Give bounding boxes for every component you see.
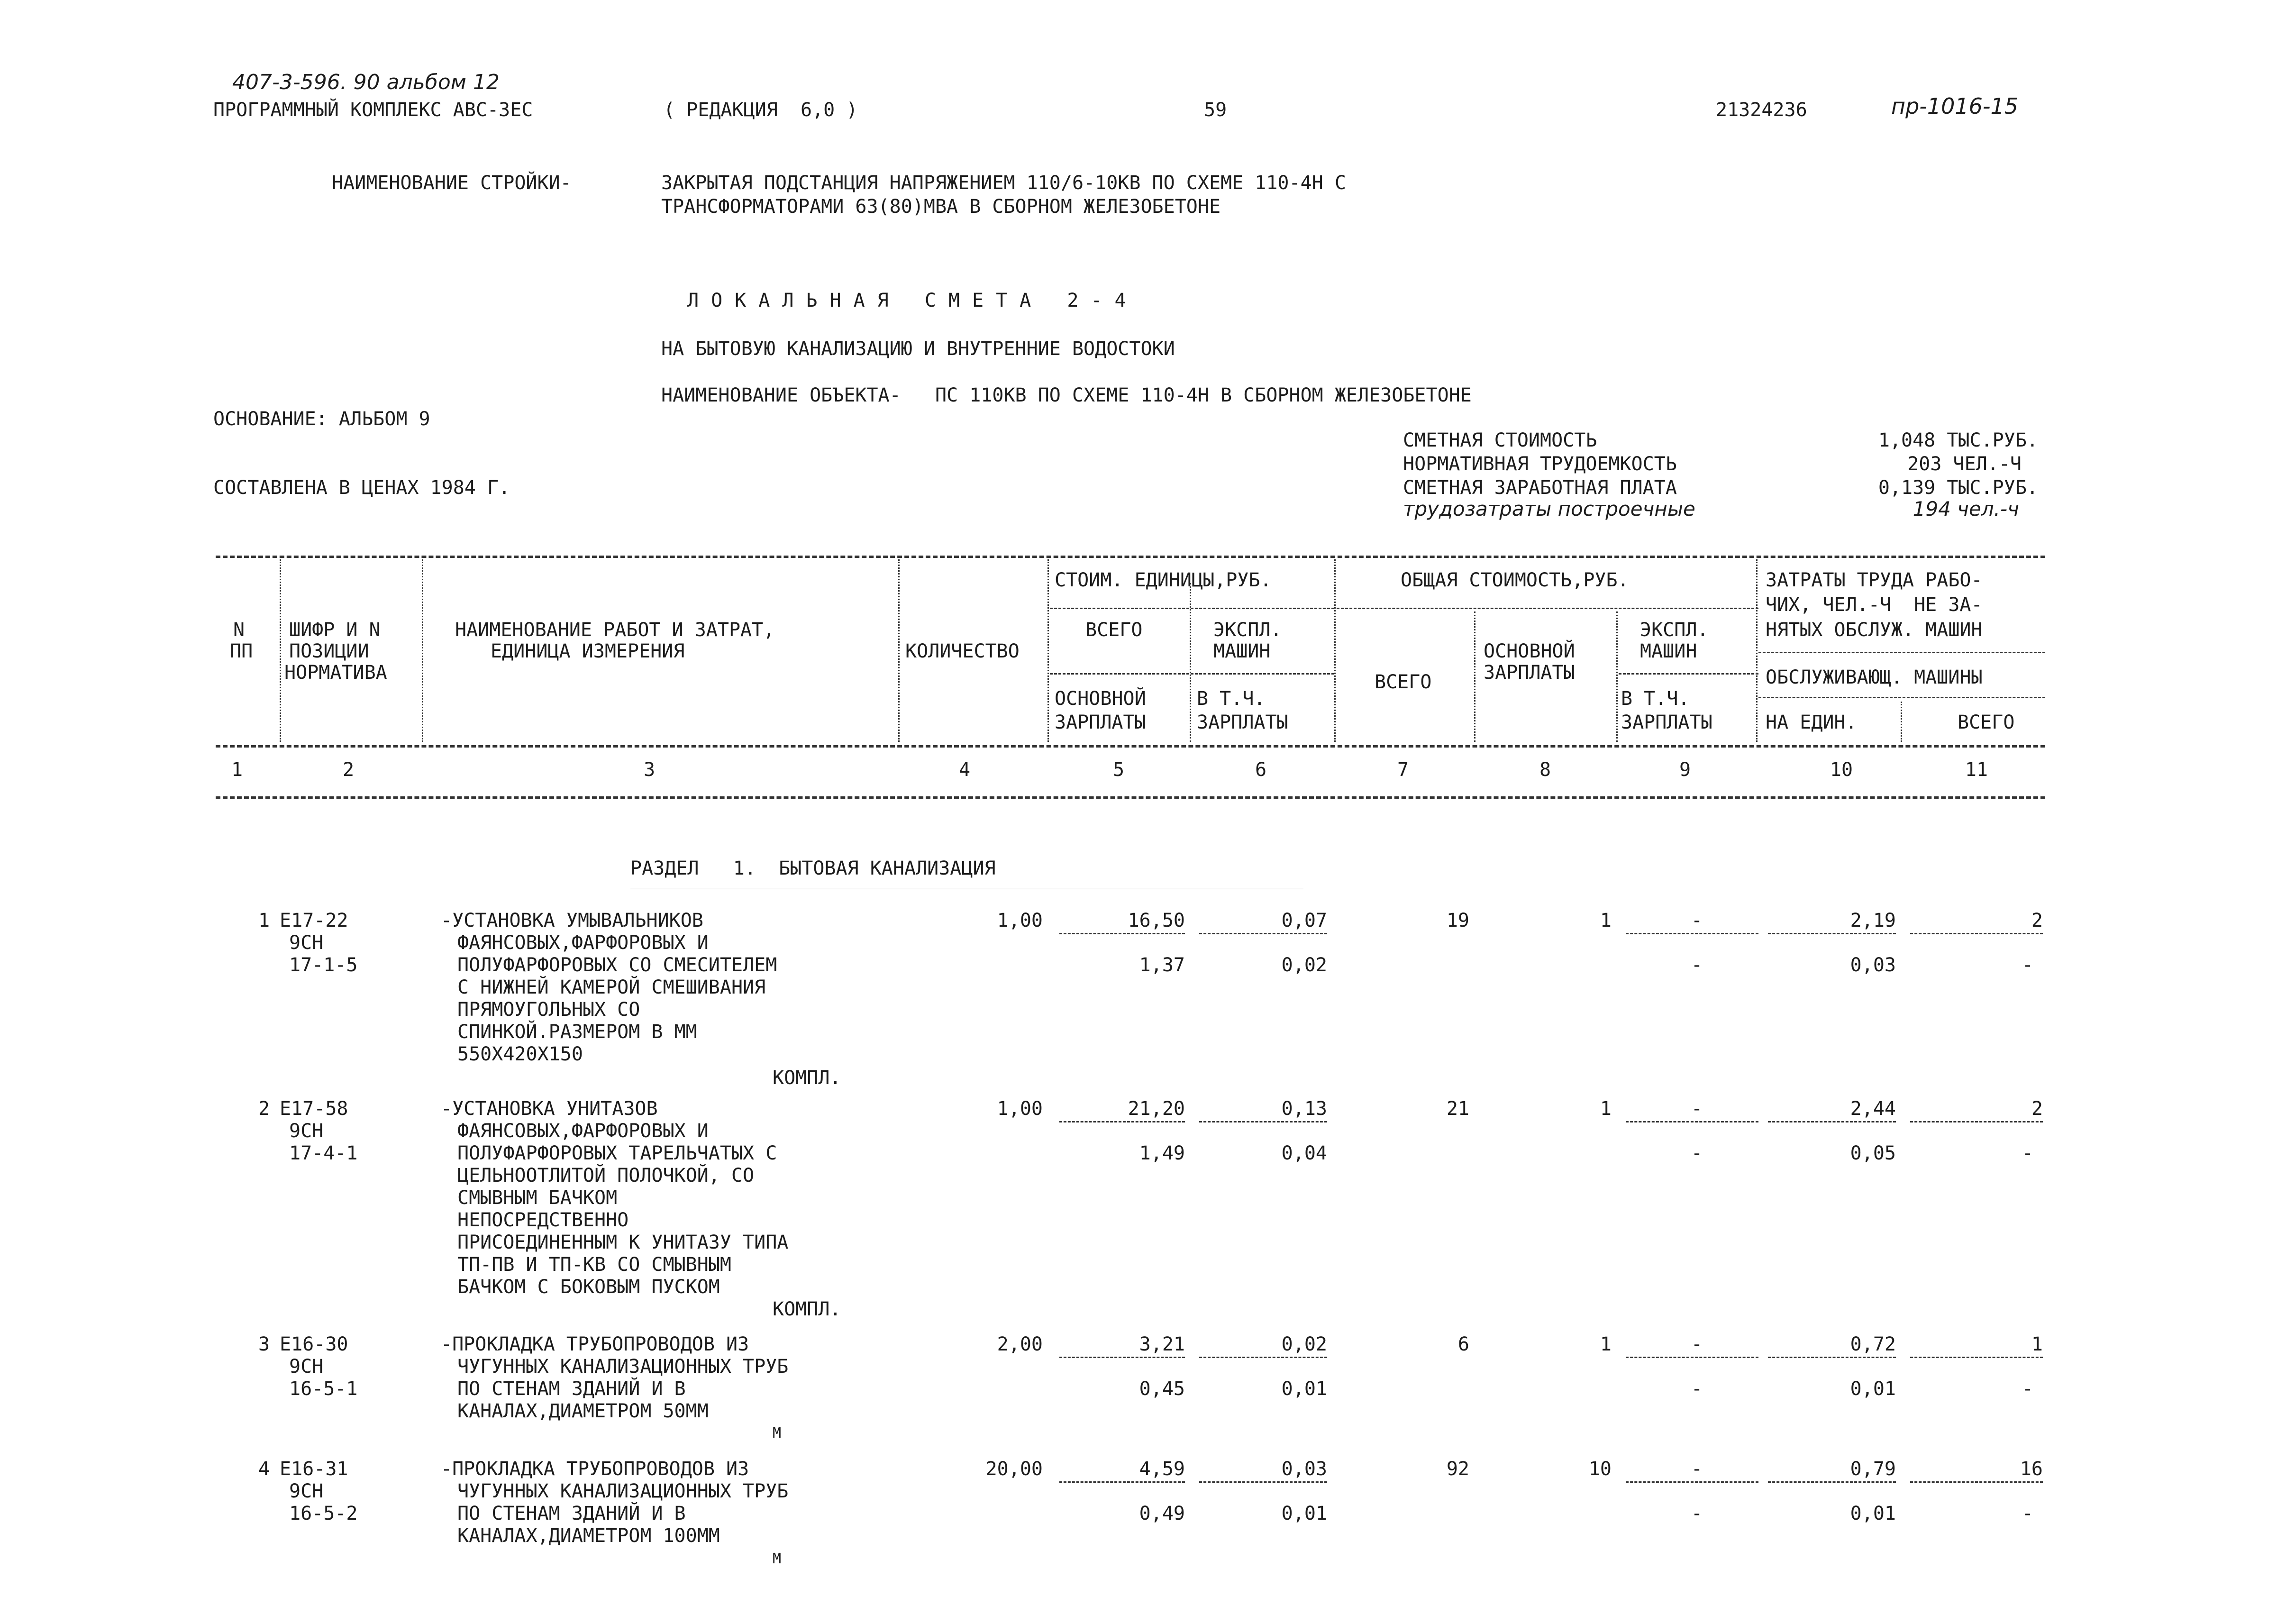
cell-rule [1059,1357,1185,1358]
col-labor-serv-header: ОБСЛУЖИВАЮЩ. МАШИНЫ [1766,666,1983,688]
header-bottom-rule [216,745,2045,748]
row-unit-wages: 0,49 [1139,1503,1185,1524]
cell-rule [1199,1121,1327,1122]
column-number: 5 [1112,759,1125,781]
cell-rule [1768,1481,1896,1483]
row-total-incl: - [1691,1378,1703,1400]
row-labor-total: 2 [2031,1098,2043,1120]
cell-rule [1626,933,1758,934]
column-number: 11 [1965,759,1988,781]
column-separator [1190,583,1191,742]
row-code: 16-5-1 [289,1378,358,1400]
cell-rule [1626,1121,1758,1122]
col-name-header: ЕДИНИЦА ИЗМЕРЕНИЯ [491,640,685,662]
column-separator [1334,559,1336,742]
col-total-wages-header: ОСНОВНОЙ [1484,640,1575,662]
row-total-wages: 10 [1588,1458,1612,1480]
cell-rule [1199,1481,1327,1483]
row-serv-unit: 0,03 [1850,954,1896,976]
cell-rule [1910,1357,2043,1358]
summary-label: трудозатраты построечные [1403,497,1695,520]
col-code-header: НОРМАТИВА [284,662,387,684]
col-total-machines-header: ЭКСПЛ. [1640,619,1709,641]
cell-rule [1768,933,1896,934]
row-description: ФАЯНСОВЫХ,ФАРФОРОВЫХ И [457,932,709,954]
header-sub-rule [1758,652,2045,653]
row-unit-incl: 0,01 [1281,1503,1327,1524]
column-number: 2 [342,759,355,781]
row-total-machines: - [1691,1333,1703,1355]
construction-label: НАИМЕНОВАНИЕ СТРОЙКИ- [332,172,572,194]
handwritten-mark: пр-1016-15 [1891,93,2019,119]
col-qty-header: КОЛИЧЕСТВО [905,640,1020,662]
col-total-machines-header: МАШИН [1640,640,1697,662]
row-description: ПОЛУФАРФОРОВЫХ ТАРЕЛЬЧАТЫХ С [457,1142,777,1164]
row-description: ТП-ПВ И ТП-КВ СО СМЫВНЫМ [457,1254,731,1276]
cell-rule [1199,1357,1327,1358]
header-sub-rule [1050,608,1334,609]
page-number: 59 [1204,99,1227,121]
cell-rule [1199,933,1327,934]
section-underline [630,888,1303,889]
row-total-incl: - [1691,954,1703,976]
row-serv-unit: 0,01 [1850,1378,1896,1400]
row-number: 1 [258,910,270,931]
construction-line-1: ЗАКРЫТАЯ ПОДСТАНЦИЯ НАПРЯЖЕНИЕМ 110/6-10КВ ПО СХЕМЕ 110-4Н С [661,172,1346,194]
col-unit-incl-header: В Т.Ч. [1197,688,1266,710]
row-code: 9СН [289,932,324,954]
basis: ОСНОВАНИЕ: АЛЬБОМ 9 [213,408,430,430]
column-separator [1474,611,1475,742]
col-unit-incl-header: ЗАРПЛАТЫ [1197,712,1288,733]
cell-rule [1626,1357,1758,1358]
column-separator [422,559,423,742]
col-total-all-header: ВСЕГО [1375,671,1432,693]
row-unit: КОМПЛ. [773,1067,841,1089]
row-unit-total: 21,20 [1128,1098,1185,1120]
col-code-header: ПОЗИЦИИ [289,640,369,662]
row-description: -УСТАНОВКА УНИТАЗОВ [441,1098,658,1120]
col-labor-unit-header: НА ЕДИН. [1766,712,1857,733]
header-sub-rule [1619,673,1758,675]
col-labor-header: ЧИХ, ЧЕЛ.-Ч НЕ ЗА- [1766,594,1983,616]
cell-rule [1059,1481,1185,1483]
row-labor-total: 16 [2020,1458,2043,1480]
row-total: 92 [1446,1458,1469,1480]
row-description: ПРИСОЕДИНЕННЫМ К УНИТАЗУ ТИПА [457,1232,789,1253]
col-name-header: НАИМЕНОВАНИЕ РАБОТ И ЗАТРАТ, [455,619,775,641]
col-total-wages-header: ЗАРПЛАТЫ [1484,662,1575,684]
cell-rule [1910,933,2043,934]
row-unit-total: 3,21 [1139,1333,1185,1355]
col-code-header: ШИФР И N [289,619,381,641]
row-number: 3 [258,1333,270,1355]
column-separator [1756,559,1758,742]
col-labor-header: НЯТЫХ ОБСЛУЖ. МАШИН [1766,619,1983,641]
row-description: ЧУГУННЫХ КАНАЛИЗАЦИОННЫХ ТРУБ [457,1480,789,1502]
row-total: 19 [1446,910,1469,931]
summary-label: СМЕТНАЯ ЗАРАБОТНАЯ ПЛАТА [1403,477,1677,499]
row-description: ФАЯНСОВЫХ,ФАРФОРОВЫХ И [457,1120,709,1142]
construction-line-2: ТРАНСФОРМАТОРАМИ 63(80)МВА В СБОРНОМ ЖЕЛЕЗОБЕТОНЕ [661,196,1221,218]
row-labor-unit: 0,79 [1850,1458,1896,1480]
col-total-incl-header: В Т.Ч. [1621,688,1690,710]
program-name: ПРОГРАММНЫЙ КОМПЛЕКС АВС-3ЕС [213,99,533,121]
row-serv-total: - [2022,1378,2033,1400]
row-labor-unit: 2,19 [1850,910,1896,931]
column-separator [1616,611,1618,742]
row-description: -ПРОКЛАДКА ТРУБОПРОВОДОВ ИЗ [441,1333,749,1355]
row-unit: М [773,1425,782,1442]
cell-rule [1059,933,1185,934]
row-total-machines: - [1691,910,1703,931]
row-code: Е17-58 [280,1098,348,1120]
header-sub-rule [1337,608,1758,609]
row-labor-unit: 2,44 [1850,1098,1896,1120]
row-description: 550Х420Х150 [457,1043,583,1065]
column-number: 7 [1397,759,1409,781]
column-number: 9 [1679,759,1691,781]
row-code: 17-4-1 [289,1142,358,1164]
row-unit-machines: 0,13 [1281,1098,1327,1120]
column-number: 3 [643,759,656,781]
row-qty: 2,00 [997,1333,1043,1355]
col-unit-machines-header: МАШИН [1213,640,1271,662]
col-n-header: ПП [230,640,253,662]
row-labor-total: 2 [2031,910,2043,931]
document-code: 21324236 [1716,99,1807,121]
edition: ( РЕДАКЦИЯ 6,0 ) [664,99,858,121]
col-labor-header: ЗАТРАТЫ ТРУДА РАБО- [1766,569,1983,591]
col-unit-machines-header: ЭКСПЛ. [1213,619,1282,641]
row-description: ПОЛУФАРФОРОВЫХ СО СМЕСИТЕЛЕМ [457,954,777,976]
row-number: 4 [258,1458,270,1480]
row-total-wages: 1 [1600,910,1612,931]
column-number: 10 [1830,759,1853,781]
row-unit-total: 4,59 [1139,1458,1185,1480]
summary-label: НОРМАТИВНАЯ ТРУДОЕМКОСТЬ [1403,453,1677,475]
column-separator [898,559,900,742]
col-unit-cost-header: СТОИМ. ЕДИНИЦЫ,РУБ. [1055,569,1272,591]
row-description: С НИЖНЕЙ КАМЕРОЙ СМЕШИВАНИЯ [457,976,766,998]
col-labor-total-header: ВСЕГО [1958,712,2015,733]
row-unit: М [773,1551,782,1567]
summary-value: 1,048 ТЫС.РУБ. [1878,429,2038,451]
cell-rule [1910,1481,2043,1483]
row-unit-incl: 0,01 [1281,1378,1327,1400]
header-sub-rule [1050,673,1334,675]
row-unit-total: 16,50 [1128,910,1185,931]
section-title: РАЗДЕЛ 1. БЫТОВАЯ КАНАЛИЗАЦИЯ [630,858,996,879]
column-number: 4 [958,759,971,781]
row-total-machines: - [1691,1458,1703,1480]
row-description: ЧУГУННЫХ КАНАЛИЗАЦИОННЫХ ТРУБ [457,1356,789,1378]
summary-value: 194 чел.-ч [1912,497,2019,520]
row-unit-wages: 1,37 [1139,954,1185,976]
row-serv-unit: 0,01 [1850,1503,1896,1524]
row-qty: 20,00 [985,1458,1043,1480]
compiled-prices: СОСТАВЛЕНА В ЦЕНАХ 1984 Г. [213,477,510,499]
row-unit-wages: 0,45 [1139,1378,1185,1400]
row-description: -УСТАНОВКА УМЫВАЛЬНИКОВ [441,910,703,931]
row-code: 9СН [289,1480,324,1502]
row-description: -ПРОКЛАДКА ТРУБОПРОВОДОВ ИЗ [441,1458,749,1480]
header-top-rule [216,556,2045,558]
album-handwritten: 407-3-596. 90 альбом 12 [232,70,500,94]
cell-rule [1768,1121,1896,1122]
summary-label: СМЕТНАЯ СТОИМОСТЬ [1403,429,1597,451]
row-description: ЦЕЛЬНООТЛИТОЙ ПОЛОЧКОЙ, СО [457,1165,755,1186]
row-total: 6 [1457,1333,1469,1355]
column-separator [1901,702,1902,742]
row-description: КАНАЛАХ,ДИАМЕТРОМ 100ММ [457,1525,720,1547]
row-qty: 1,00 [997,1098,1043,1120]
row-code: 16-5-2 [289,1503,358,1524]
summary-value: 0,139 ТЫС.РУБ. [1878,477,2038,499]
row-total-machines: - [1691,1098,1703,1120]
row-description: ПО СТЕНАМ ЗДАНИЙ И В [457,1503,686,1524]
row-unit-machines: 0,02 [1281,1333,1327,1355]
row-code: Е16-31 [280,1458,348,1480]
row-code: 9СН [289,1356,324,1378]
row-unit-machines: 0,03 [1281,1458,1327,1480]
row-serv-total: - [2022,1142,2033,1164]
object-name: НАИМЕНОВАНИЕ ОБЪЕКТА- ПС 110КВ ПО СХЕМЕ 110-4Н В СБОРНОМ ЖЕЛЕЗОБЕТОНЕ [661,384,1472,406]
row-description: СМЫВНЫМ БАЧКОМ [457,1187,618,1209]
row-unit-machines: 0,07 [1281,910,1327,931]
row-total-wages: 1 [1600,1333,1612,1355]
row-total: 21 [1446,1098,1469,1120]
column-number: 1 [231,759,243,781]
row-description: ПРЯМОУГОЛЬНЫХ СО [457,999,640,1021]
numbers-bottom-rule [216,796,2045,799]
row-unit-incl: 0,04 [1281,1142,1327,1164]
row-unit: КОМПЛ. [773,1298,841,1320]
row-serv-total: - [2022,954,2033,976]
column-separator [280,559,281,742]
row-qty: 1,00 [997,910,1043,931]
row-description: НЕПОСРЕДСТВЕННО [457,1209,629,1231]
col-unit-wages-header: ЗАРПЛАТЫ [1055,712,1146,733]
row-code: Е16-30 [280,1333,348,1355]
col-n-header: N [233,619,245,641]
header-sub-rule [1758,697,2045,698]
col-total-incl-header: ЗАРПЛАТЫ [1621,712,1712,733]
row-code: 9СН [289,1120,324,1142]
row-serv-unit: 0,05 [1850,1142,1896,1164]
row-serv-total: - [2022,1503,2033,1524]
col-unit-wages-header: ОСНОВНОЙ [1055,688,1146,710]
column-separator [1047,559,1049,742]
estimate-subject: НА БЫТОВУЮ КАНАЛИЗАЦИЮ И ВНУТРЕННИЕ ВОДОСТОКИ [661,338,1175,360]
row-labor-total: 1 [2031,1333,2043,1355]
column-number: 6 [1255,759,1267,781]
cell-rule [1626,1481,1758,1483]
estimate-title: ЛОКАЛЬНАЯ СМЕТА 2-4 [687,290,1138,311]
row-description: КАНАЛАХ,ДИАМЕТРОМ 50ММ [457,1400,709,1422]
col-unit-total-header: ВСЕГО [1085,619,1143,641]
row-total-incl: - [1691,1503,1703,1524]
row-description: СПИНКОЙ.РАЗМЕРОМ В ММ [457,1021,697,1043]
col-total-cost-header: ОБЩАЯ СТОИМОСТЬ,РУБ. [1401,569,1629,591]
row-unit-incl: 0,02 [1281,954,1327,976]
row-total-wages: 1 [1600,1098,1612,1120]
cell-rule [1059,1121,1185,1122]
cell-rule [1910,1121,2043,1122]
row-total-incl: - [1691,1142,1703,1164]
row-description: ПО СТЕНАМ ЗДАНИЙ И В [457,1378,686,1400]
row-code: Е17-22 [280,910,348,931]
column-number: 8 [1539,759,1551,781]
row-description: БАЧКОМ С БОКОВЫМ ПУСКОМ [457,1276,720,1298]
row-labor-unit: 0,72 [1850,1333,1896,1355]
cell-rule [1768,1357,1896,1358]
row-unit-wages: 1,49 [1139,1142,1185,1164]
row-code: 17-1-5 [289,954,358,976]
row-number: 2 [258,1098,270,1120]
summary-value: 203 ЧЕЛ.-Ч [1907,453,2022,475]
